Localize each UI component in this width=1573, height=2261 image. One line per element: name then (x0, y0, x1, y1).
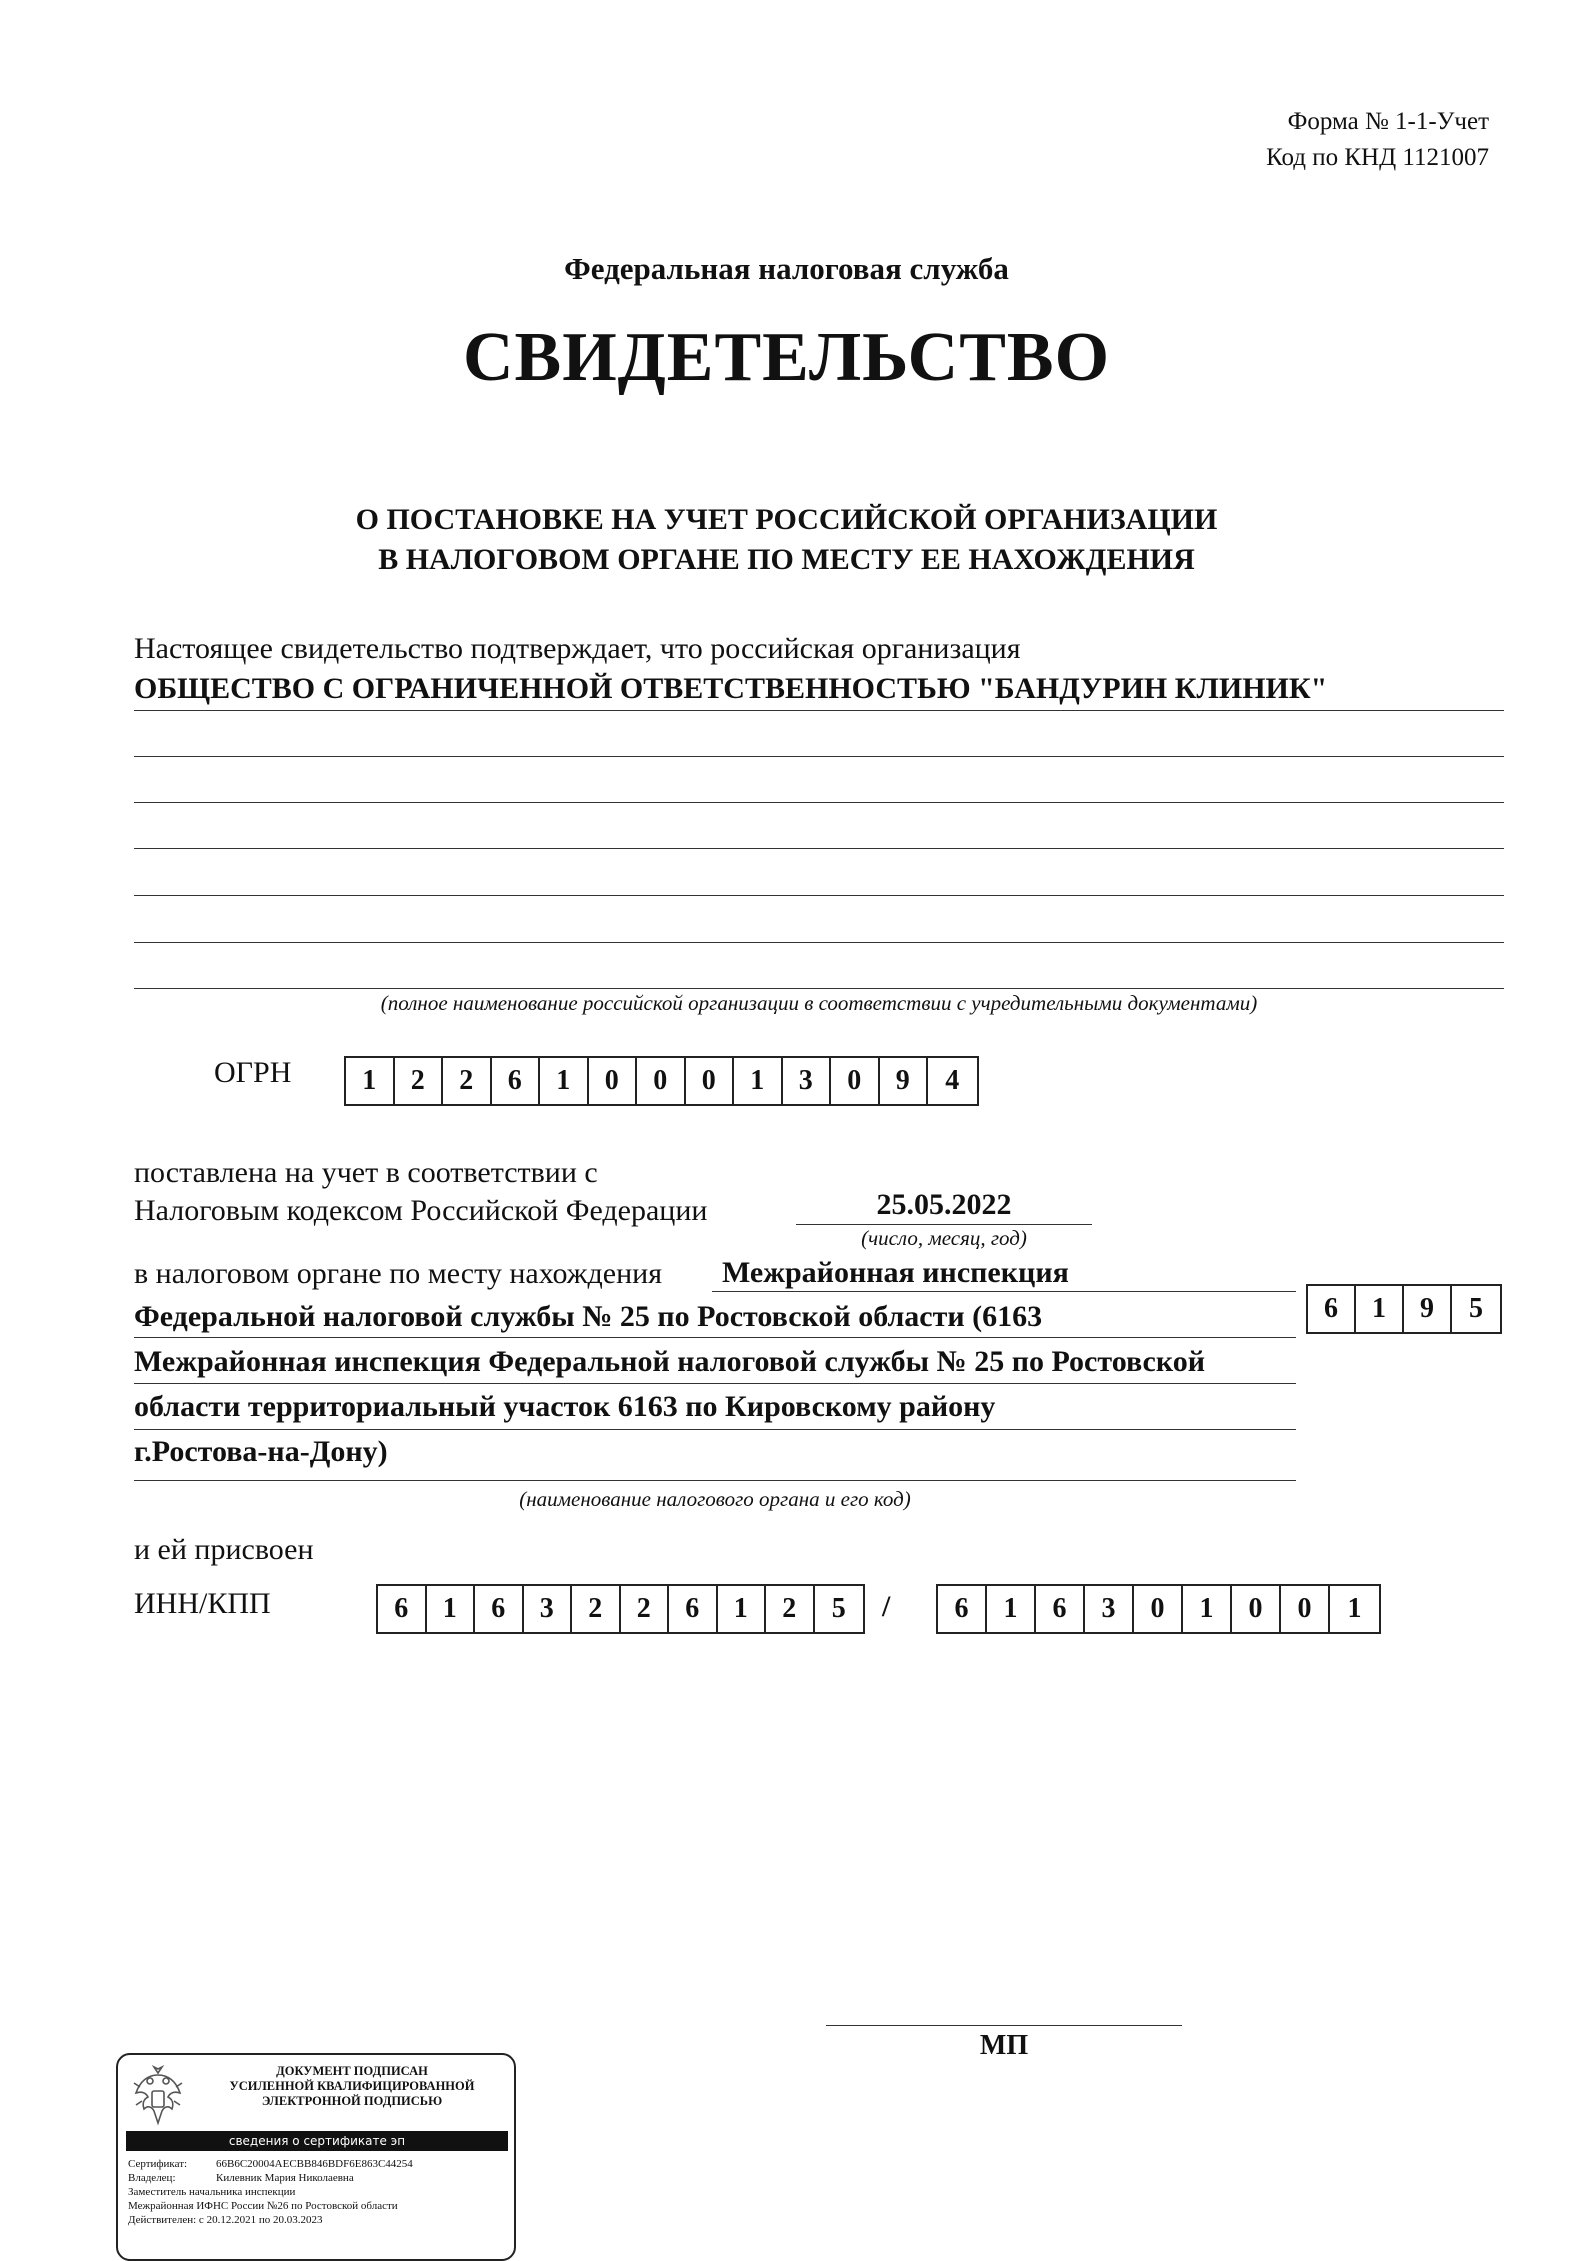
digit-cell: 0 (831, 1058, 880, 1104)
inn-boxes (376, 1584, 865, 1634)
seal-label: МП (979, 2030, 1029, 2061)
authority-line-1: Межрайонная инспекция (722, 1256, 1069, 1289)
digit-cell: 6 (938, 1586, 987, 1632)
digit-cell: 0 (637, 1058, 686, 1104)
org-caption: (полное наименование российской организации в соответствии с учредительными документами) (380, 991, 1258, 1015)
authority-line-2: Федеральной налоговой службы № 25 по Ростовской области (6163 (134, 1300, 1043, 1333)
digit-cell: 2 (621, 1586, 670, 1632)
intro-text: Настоящее свидетельство подтверждает, что российская организация (134, 632, 1021, 665)
digit-cell: 6 (492, 1058, 541, 1104)
stamp-title-3: ЭЛЕКТРОННОЙ ПОДПИСЬЮ (261, 2094, 443, 2108)
cert-label: Сертификат: (128, 2158, 188, 2170)
authority-rule-2 (134, 1337, 1296, 1338)
digit-cell: 4 (945, 1065, 960, 1096)
cert-value: 66B6C20004AECBB846BDF6E863C44254 (216, 2158, 413, 2170)
org-line-2 (134, 756, 1504, 757)
position-2: Межрайонная ИФНС России №26 по Ростовской области (128, 2200, 398, 2212)
subtitle-line-1: О ПОСТАНОВКЕ НА УЧЕТ РОССИЙСКОЙ ОРГАНИЗАЦИИ (355, 503, 1218, 536)
form-header (1266, 104, 1489, 176)
digit-cell: 3 (1085, 1586, 1134, 1632)
position-1: Заместитель начальника инспекции (128, 2186, 296, 2198)
date-line (796, 1224, 1092, 1225)
stamp-heading (194, 2064, 510, 2109)
validity: Действителен: с 20.12.2021 по 20.03.2023 (128, 2214, 323, 2226)
digit-cell: 1 (427, 1586, 476, 1632)
digit-cell: 1 (987, 1586, 1036, 1632)
document-subtitle (0, 500, 1573, 580)
owner-label: Владелец: (128, 2172, 176, 2184)
digit-cell: 1 (734, 1058, 783, 1104)
signature-line (826, 2025, 1182, 2026)
digit-cell: 0 (589, 1058, 638, 1104)
digit-cell: 0 (1232, 1586, 1281, 1632)
stamp-title-2: УСИЛЕННОЙ КВАЛИФИЦИРОВАННОЙ (229, 2079, 475, 2093)
digit-cell: 1 (1347, 1593, 1362, 1624)
digit-cell: 6 (475, 1586, 524, 1632)
registration-line-2: Налоговым кодексом Российской Федерации (134, 1194, 708, 1227)
digit-cell: 9 (880, 1058, 929, 1104)
authority-line-5: г.Ростова-на-Дону) (134, 1435, 388, 1468)
electronic-signature-stamp (116, 2053, 516, 2261)
agency-name: Федеральная налоговая служба (564, 251, 1009, 286)
digit-cell: 0 (1281, 1586, 1330, 1632)
kpp-boxes (936, 1584, 1381, 1634)
org-line-6 (134, 942, 1504, 943)
org-line-4 (134, 848, 1504, 849)
stamp-bar: сведения о сертификате эп (126, 2131, 508, 2151)
authority-code-boxes (1306, 1284, 1502, 1334)
digit-cell: 6 (669, 1586, 718, 1632)
digit-cell: 9 (1404, 1286, 1452, 1332)
digit-cell: 6 (378, 1586, 427, 1632)
assigned-text: и ей присвоен (134, 1533, 314, 1566)
registration-date: 25.05.2022 (876, 1188, 1012, 1221)
authority-caption: (наименование налогового органа и его код) (519, 1487, 911, 1511)
inn-kpp-separator: / (882, 1590, 891, 1623)
digit-cell: 3 (524, 1586, 573, 1632)
coat-of-arms-icon (130, 2065, 186, 2127)
digit-cell: 1 (346, 1058, 395, 1104)
digit-cell: 1 (540, 1058, 589, 1104)
authority-line-3: Межрайонная инспекция Федеральной налоговой службы № 25 по Ростовской (134, 1345, 1206, 1378)
authority-rule-5 (134, 1480, 1296, 1481)
ogrn-boxes (344, 1056, 979, 1106)
digit-cell: 6 (1308, 1286, 1356, 1332)
stamp-info (128, 2157, 413, 2227)
digit-cell: 2 (766, 1586, 815, 1632)
owner-value: Килевник Мария Николаевна (216, 2172, 354, 2184)
org-line-5 (134, 895, 1504, 896)
digit-cell: 2 (395, 1058, 444, 1104)
registration-line-1: поставлена на учет в соответствии с (134, 1156, 598, 1189)
digit-cell: 0 (686, 1058, 735, 1104)
form-number: Форма № 1-1-Учет (1287, 108, 1489, 135)
org-line-1 (134, 710, 1504, 711)
authority-rule-1 (712, 1291, 1296, 1292)
org-line-3 (134, 802, 1504, 803)
digit-cell: 5 (1469, 1293, 1483, 1324)
org-line-7 (134, 988, 1504, 989)
digit-cell: 1 (1183, 1586, 1232, 1632)
digit-cell: 0 (1134, 1586, 1183, 1632)
inn-kpp-label: ИНН/КПП (134, 1587, 271, 1620)
digit-cell: 2 (443, 1058, 492, 1104)
date-caption: (число, месяц, год) (861, 1226, 1027, 1250)
authority-rule-3 (134, 1383, 1296, 1384)
digit-cell: 5 (831, 1593, 846, 1624)
authority-prefix: в налоговом органе по месту нахождения (134, 1257, 663, 1290)
stamp-title-1: ДОКУМЕНТ ПОДПИСАН (276, 2064, 428, 2078)
authority-line-4: области территориальный участок 6163 по Кировскому району (134, 1390, 996, 1423)
authority-rule-4 (134, 1429, 1296, 1430)
subtitle-line-2: В НАЛОГОВОМ ОРГАНЕ ПО МЕСТУ ЕЕ НАХОЖДЕНИЯ (378, 543, 1195, 576)
digit-cell: 6 (1036, 1586, 1085, 1632)
knd-code: Код по КНД 1121007 (1266, 144, 1489, 171)
digit-cell: 1 (718, 1586, 767, 1632)
digit-cell: 3 (783, 1058, 832, 1104)
digit-cell: 2 (572, 1586, 621, 1632)
ogrn-label: ОГРН (214, 1056, 292, 1089)
digit-cell: 1 (1356, 1286, 1404, 1332)
organization-name: ОБЩЕСТВО С ОГРАНИЧЕННОЙ ОТВЕТСТВЕННОСТЬЮ "БАНДУРИН КЛИНИК" (134, 672, 1328, 705)
document-title: СВИДЕТЕЛЬСТВО (462, 319, 1111, 396)
